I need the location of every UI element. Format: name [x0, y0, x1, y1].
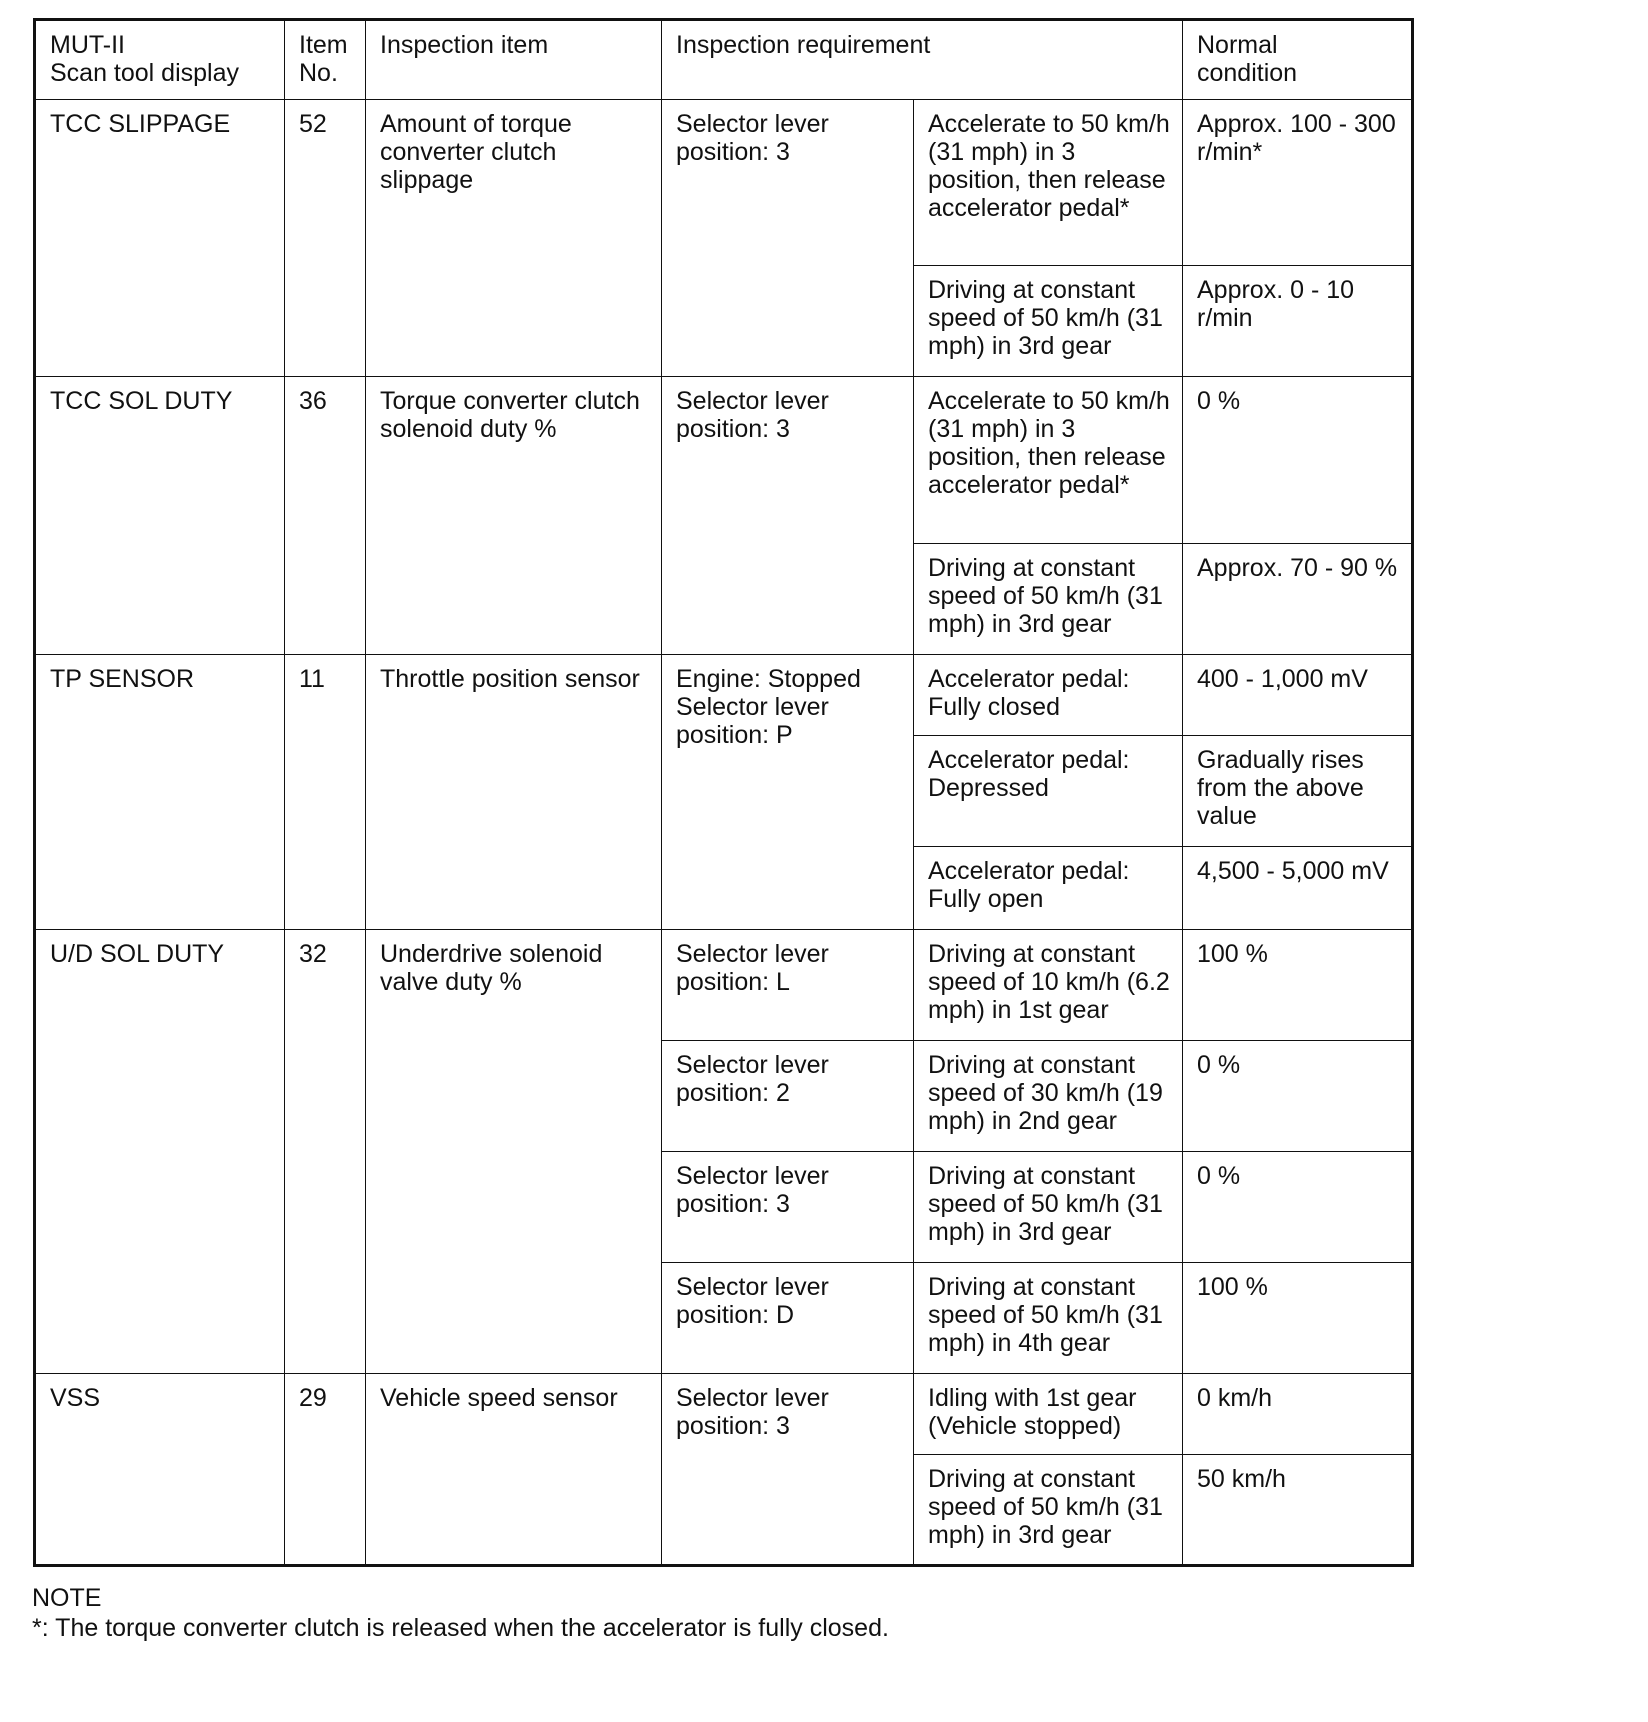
table-row	[35, 930, 1413, 1041]
scan-tool-display-cell: TCC SLIPPAGE	[35, 100, 285, 377]
condition-cell: Driving at constant speed of 50 km/h (31 mph) in 3rd gear	[914, 1455, 1183, 1566]
item-no-cell: 29	[285, 1374, 366, 1566]
header-inspection-requirement: Inspection requirement	[662, 20, 1183, 100]
normal-condition-cell: 0 km/h	[1183, 1374, 1413, 1455]
table-row	[35, 1374, 1413, 1455]
condition-cell: Accelerate to 50 km/h (31 mph) in 3 position, then release accelerator pedal*	[914, 100, 1183, 266]
table-row	[35, 100, 1413, 266]
note-text: *: The torque converter clutch is released when the accelerator is fully closed.	[32, 1614, 889, 1642]
header-inspection-item: Inspection item	[366, 20, 662, 100]
item-no-cell: 32	[285, 930, 366, 1374]
condition-cell: Driving at constant speed of 50 km/h (31 mph) in 3rd gear	[914, 1152, 1183, 1263]
condition-cell: Driving at constant speed of 50 km/h (31 mph) in 4th gear	[914, 1263, 1183, 1374]
item-no-cell: 11	[285, 655, 366, 930]
scan-tool-display-cell: VSS	[35, 1374, 285, 1566]
normal-condition-cell: 100 %	[1183, 930, 1413, 1041]
condition-cell: Driving at constant speed of 50 km/h (31 mph) in 3rd gear	[914, 544, 1183, 655]
condition-cell: Accelerator pedal: Depressed	[914, 736, 1183, 847]
normal-condition-cell: 4,500 - 5,000 mV	[1183, 847, 1413, 930]
inspection-item-cell: Underdrive solenoid valve duty %	[366, 930, 662, 1374]
normal-condition-cell: 400 - 1,000 mV	[1183, 655, 1413, 736]
selector-cell: Engine: Stopped Selector lever position: P	[662, 655, 914, 930]
condition-cell: Accelerator pedal: Fully open	[914, 847, 1183, 930]
normal-condition-cell: Approx. 0 - 10 r/min	[1183, 266, 1413, 377]
note-title: NOTE	[32, 1584, 102, 1612]
footnote	[32, 1583, 889, 1643]
normal-condition-cell: 0 %	[1183, 1041, 1413, 1152]
normal-condition-cell: Gradually rises from the above value	[1183, 736, 1413, 847]
selector-cell: Selector lever position: 3	[662, 100, 914, 377]
inspection-item-cell: Throttle position sensor	[366, 655, 662, 930]
inspection-table	[33, 18, 1414, 1567]
scan-tool-display-cell: TP SENSOR	[35, 655, 285, 930]
condition-cell: Driving at constant speed of 10 km/h (6.2 mph) in 1st gear	[914, 930, 1183, 1041]
inspection-item-cell: Amount of torque converter clutch slippage	[366, 100, 662, 377]
normal-condition-cell: Approx. 70 - 90 %	[1183, 544, 1413, 655]
scan-tool-display-cell: U/D SOL DUTY	[35, 930, 285, 1374]
inspection-item-cell: Vehicle speed sensor	[366, 1374, 662, 1566]
item-no-cell: 36	[285, 377, 366, 655]
header-row	[35, 20, 1413, 100]
normal-condition-cell: 0 %	[1183, 1152, 1413, 1263]
selector-cell: Selector lever position: L	[662, 930, 914, 1041]
table-row	[35, 655, 1413, 736]
selector-cell: Selector lever position: 3	[662, 377, 914, 655]
condition-cell: Driving at constant speed of 50 km/h (31 mph) in 3rd gear	[914, 266, 1183, 377]
header-item-no: Item No.	[285, 20, 366, 100]
condition-cell: Driving at constant speed of 30 km/h (19 mph) in 2nd gear	[914, 1041, 1183, 1152]
spec-table-container	[33, 18, 1414, 1567]
selector-cell: Selector lever position: 3	[662, 1152, 914, 1263]
normal-condition-cell: 50 km/h	[1183, 1455, 1413, 1566]
selector-cell: Selector lever position: 3	[662, 1374, 914, 1566]
condition-cell: Idling with 1st gear (Vehicle stopped)	[914, 1374, 1183, 1455]
header-normal-condition: Normal condition	[1183, 20, 1413, 100]
item-no-cell: 52	[285, 100, 366, 377]
scan-tool-display-cell: TCC SOL DUTY	[35, 377, 285, 655]
condition-cell: Accelerate to 50 km/h (31 mph) in 3 position, then release accelerator pedal*	[914, 377, 1183, 544]
header-scan-tool-display: MUT-II Scan tool display	[35, 20, 285, 100]
normal-condition-cell: 100 %	[1183, 1263, 1413, 1374]
condition-cell: Accelerator pedal: Fully closed	[914, 655, 1183, 736]
normal-condition-cell: 0 %	[1183, 377, 1413, 544]
inspection-item-cell: Torque converter clutch solenoid duty %	[366, 377, 662, 655]
selector-cell: Selector lever position: D	[662, 1263, 914, 1374]
table-row	[35, 377, 1413, 544]
selector-cell: Selector lever position: 2	[662, 1041, 914, 1152]
normal-condition-cell: Approx. 100 - 300 r/min*	[1183, 100, 1413, 266]
